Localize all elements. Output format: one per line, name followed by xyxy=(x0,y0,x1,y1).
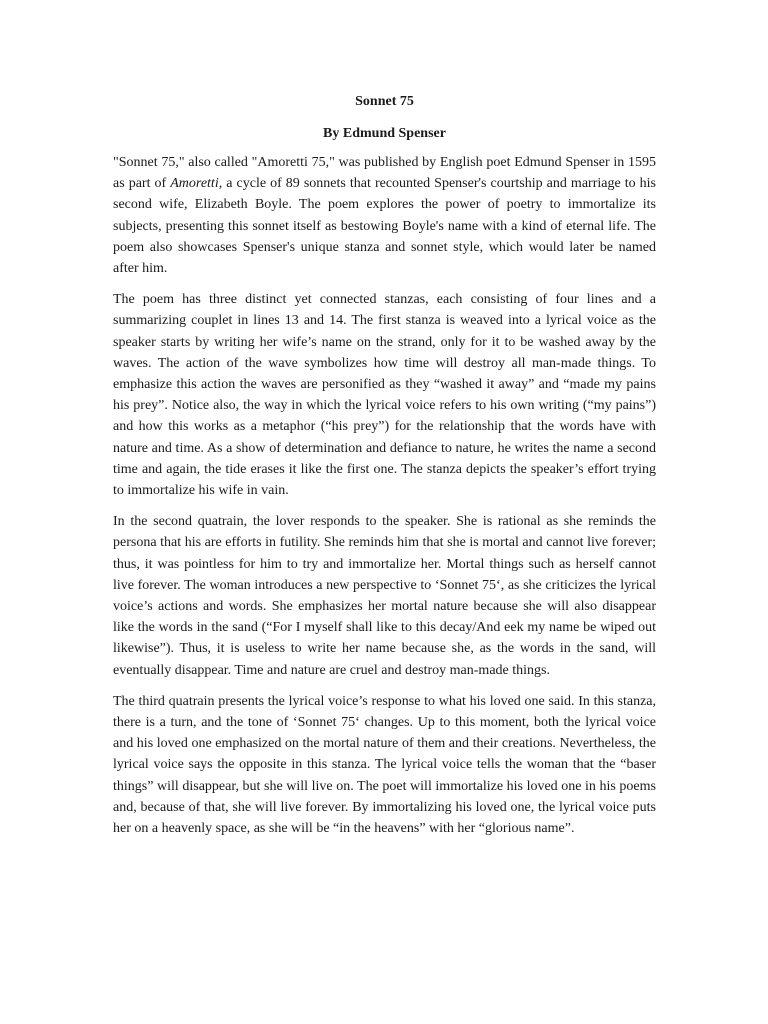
amoretti-title-italic: Amoretti, xyxy=(170,176,223,192)
paragraph-intro xyxy=(113,152,656,279)
paragraph-intro-text-a: "Sonnet 75," also called "Amoretti 75," was published by English poet Edmund Spenser in 1595 as part of xyxy=(113,155,656,192)
paragraph-first-stanza: The poem has three distinct yet connected stanzas, each consisting of four lines and a summarizing couplet in lines 13 and 14. The first stanza is weaved into a lyrical voice as the speaker starts by writing her wife’s name on the strand, only for it to be washed away by the waves. The action of the wave symbolizes how time will destroy all man-made things. To emphasize this action the waves are personified as they “washed it away” and “made my pains his prey”. Notice also, the way in which the lyrical voice refers to his own writing (“my pains”) and how this works as a metaphor (“his prey”) for the relationship that the words have with nature and time. As a show of determination and defiance to nature, he writes the name a second time and again, the tide erases it like the first one. The stanza depicts the speaker’s effort trying to immortalize his wife in vain. xyxy=(113,292,656,499)
paragraph-intro-text-b: a cycle of 89 sonnets that recounted Spenser's courtship and marriage to his second wife, Elizabeth Boyle. The poem explores the power of poetry to immortalize its subjects, presenting this sonnet itself as bestowing Boyle's name with a kind of eternal life. The poem also showcases Spenser's unique stanza and sonnet style, which would later be named after him. xyxy=(113,176,656,277)
document-title: Sonnet 75 xyxy=(355,94,414,109)
paragraph-second-quatrain: In the second quatrain, the lover responds to the speaker. She is rational as she reminds the persona that his are efforts in futility. She reminds him that she is mortal and cannot live forever; thus, it was pointless for him to try and immortalize her. Mortal things such as herself cannot live forever. The woman introduces a new perspective to ‘Sonnet 75‘, as she criticizes the lyrical voice’s actions and words. She emphasizes her mortal nature because she will also disappear like the words in the sand (“For I myself shall like to this decay/And eek my name be wiped out likewise”). Thus, it is useless to write her name because she, as the words in the sand, will eventually disappear. Time and nature are cruel and destroy man-made things. xyxy=(113,514,656,678)
author-byline: By Edmund Spenser xyxy=(323,126,446,141)
paragraph-third-quatrain: The third quatrain presents the lyrical voice’s response to what his loved one said. In this stanza, there is a turn, and the tone of ‘Sonnet 75‘ changes. Up to this moment, both the lyrical voice and his loved one emphasized on the mortal nature of them and their creations. Nevertheless, the lyrical voice says the opposite in this stanza. The lyrical voice tells the woman that the “baser things” will disappear, but she will live on. The poet will immortalize his loved one in his poems and, because of that, she will live forever. By immortalizing his loved one, the lyrical voice puts her on a heavenly space, as she will be “in the heavens” with her “glorious name”. xyxy=(113,693,656,837)
